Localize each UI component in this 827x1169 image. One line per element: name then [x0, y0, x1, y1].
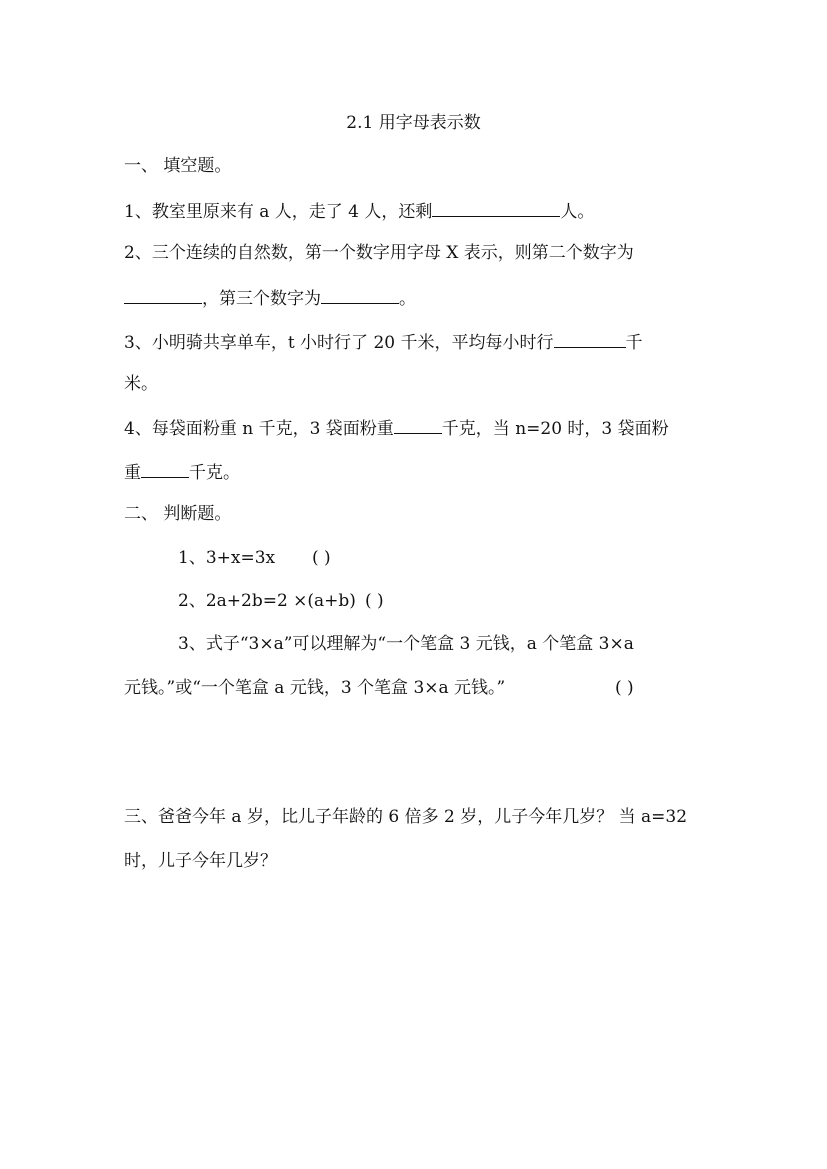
judge-3-line-1: 3、式子“3×a”可以理解为“一个笔盒 3 元钱，a 个笔盒 3×a [178, 634, 634, 654]
judge-2-text: 2、2a+2b=2 ×(a+b) [178, 591, 356, 611]
judge-2-answer-paren[interactable]: ( ) [365, 591, 384, 611]
judge-1-text: 1、3+x=3x [178, 548, 276, 568]
question-3-line-2: 米。 [124, 374, 158, 394]
question-2-text-end: 。 [399, 289, 416, 309]
question-2-text-mid: ，第三个数字为 [202, 289, 321, 309]
answer-blank[interactable] [554, 330, 626, 348]
page-title: 2.1 用字母表示数 [346, 113, 481, 133]
question-3-line-1 [124, 330, 643, 354]
answer-blank[interactable] [124, 286, 202, 304]
question-4-text-start: 重 [124, 463, 141, 483]
question-1-unit: 人。 [560, 202, 595, 222]
judge-3-line-2: 元钱。”或“一个笔盒 a 元钱，3 个笔盒 3×a 元钱。” [124, 678, 506, 698]
question-4-text: 4、每袋面粉重 n 千克，3 袋面粉重 [124, 419, 394, 439]
question-1 [124, 199, 594, 223]
section-heading-true-false: 二、 判断题。 [124, 504, 232, 524]
question-4-text-mid: 千克，当 n=20 时，3 袋面粉 [441, 419, 669, 439]
answer-blank[interactable] [432, 199, 560, 217]
judge-1-answer-paren[interactable]: ( ) [312, 548, 331, 568]
question-4-line-1 [124, 416, 669, 440]
question-3-text: 3、小明骑共享单车，t 小时行了 20 千米，平均每小时行 [124, 333, 554, 353]
answer-blank[interactable] [141, 460, 189, 478]
question-2-line-1: 2、三个连续的自然数，第一个数字用字母 X 表示，则第二个数字为 [124, 243, 634, 263]
question-3-unit: 千 [625, 333, 643, 353]
question-4-unit: 千克。 [189, 463, 240, 483]
answer-blank[interactable] [321, 286, 399, 304]
word-problem-line-1: 三、爸爸今年 a 岁，比儿子年龄的 6 倍多 2 岁，儿子今年几岁？ 当 a=32 [124, 807, 688, 827]
word-problem-line-2: 时，儿子今年几岁？ [124, 851, 277, 871]
question-4-line-2 [124, 460, 240, 484]
judge-3-answer-paren[interactable]: ( ) [615, 678, 634, 698]
answer-blank[interactable] [394, 416, 442, 434]
question-1-text: 1、教室里原来有 a 人，走了 4 人，还剩 [124, 202, 433, 222]
question-2-line-2 [124, 286, 416, 310]
section-heading-fill-blank: 一、 填空题。 [124, 156, 232, 176]
